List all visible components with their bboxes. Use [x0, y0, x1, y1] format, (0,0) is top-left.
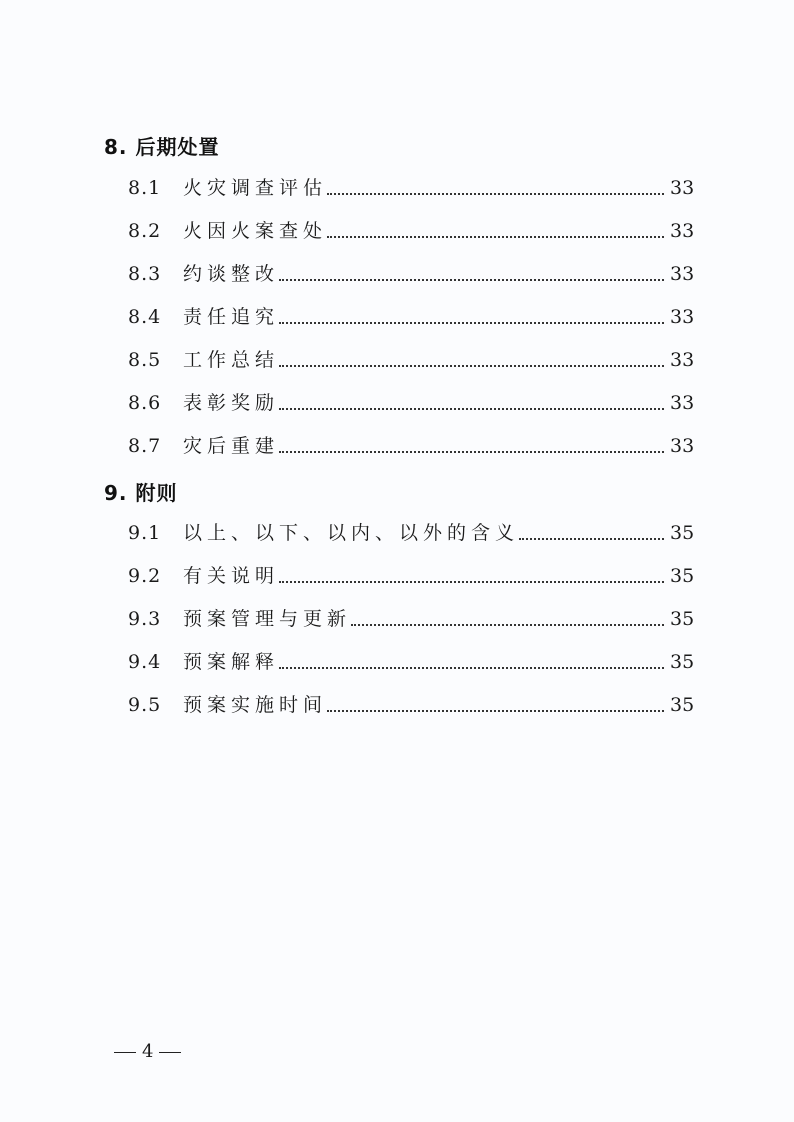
toc-entry-page: 33 — [670, 177, 695, 199]
toc-entry-title: 火灾调查评估 — [183, 177, 328, 199]
footer-dash-left — [114, 1052, 136, 1053]
toc-entry-title: 有关说明 — [183, 565, 280, 587]
toc-entry-title: 灾后重建 — [183, 435, 280, 457]
toc-entry-8-3[interactable] — [128, 260, 694, 288]
toc-entry-page: 35 — [670, 651, 695, 673]
toc-entry-number: 8.7 — [128, 435, 162, 457]
toc-entry-9-4[interactable] — [128, 648, 694, 676]
toc-entry-page: 33 — [670, 435, 695, 457]
toc-entry-number: 9.5 — [128, 694, 162, 716]
toc-leader-dots — [327, 193, 664, 195]
toc-entry-8-7[interactable] — [128, 432, 694, 460]
toc-entry-title: 工作总结 — [183, 349, 280, 371]
toc-entry-number: 8.5 — [128, 349, 162, 371]
section-heading-8: 8. 后期处置 — [104, 135, 220, 159]
toc-entry-page: 35 — [670, 522, 695, 544]
toc-leader-dots — [327, 710, 664, 712]
toc-leader-dots — [279, 451, 664, 453]
toc-entry-9-2[interactable] — [128, 562, 694, 590]
toc-entry-8-5[interactable] — [128, 346, 694, 374]
footer-page-number — [108, 1040, 187, 1064]
toc-entry-page: 33 — [670, 220, 695, 242]
toc-entry-number: 8.4 — [128, 306, 162, 328]
toc-entry-9-3[interactable] — [128, 605, 694, 633]
toc-entry-number: 8.3 — [128, 263, 162, 285]
toc-entry-page: 33 — [670, 263, 695, 285]
footer-page-number-value: 4 — [142, 1041, 154, 1062]
toc-leader-dots — [279, 581, 664, 583]
toc-entry-title: 预案实施时间 — [183, 694, 328, 716]
toc-entry-number: 8.1 — [128, 177, 162, 199]
section-heading-9: 9. 附则 — [104, 481, 178, 505]
toc-entry-title: 约谈整改 — [183, 263, 280, 285]
toc-entry-title: 以上、以下、以内、以外的含义 — [183, 522, 520, 544]
toc-leader-dots — [279, 408, 664, 410]
toc-entry-page: 35 — [670, 608, 695, 630]
toc-entry-title: 表彰奖励 — [183, 392, 280, 414]
toc-entry-number: 9.2 — [128, 565, 162, 587]
toc-entry-title: 火因火案查处 — [183, 220, 328, 242]
toc-entry-page: 33 — [670, 349, 695, 371]
footer-dash-right — [159, 1052, 181, 1053]
toc-entry-title: 预案管理与更新 — [183, 608, 352, 630]
toc-entry-8-4[interactable] — [128, 303, 694, 331]
toc-entry-number: 8.6 — [128, 392, 162, 414]
toc-entry-8-6[interactable] — [128, 389, 694, 417]
toc-entry-page: 33 — [670, 392, 695, 414]
toc-entry-number: 9.1 — [128, 522, 162, 544]
toc-entry-page: 35 — [670, 565, 695, 587]
toc-entry-9-1[interactable] — [128, 519, 694, 547]
toc-entry-number: 9.4 — [128, 651, 162, 673]
toc-entry-9-5[interactable] — [128, 691, 694, 719]
toc-leader-dots — [327, 236, 664, 238]
toc-leader-dots — [351, 624, 664, 626]
toc-entry-8-2[interactable] — [128, 217, 694, 245]
toc-leader-dots — [279, 365, 664, 367]
toc-entry-page: 33 — [670, 306, 695, 328]
toc-entry-number: 9.3 — [128, 608, 162, 630]
toc-entry-title: 预案解释 — [183, 651, 280, 673]
toc-entry-8-1[interactable] — [128, 174, 694, 202]
toc-entry-number: 8.2 — [128, 220, 162, 242]
toc-leader-dots — [279, 279, 664, 281]
toc-entry-title: 责任追究 — [183, 306, 280, 328]
toc-leader-dots — [279, 322, 664, 324]
toc-entry-page: 35 — [670, 694, 695, 716]
toc-leader-dots — [279, 667, 664, 669]
toc-leader-dots — [519, 538, 664, 540]
